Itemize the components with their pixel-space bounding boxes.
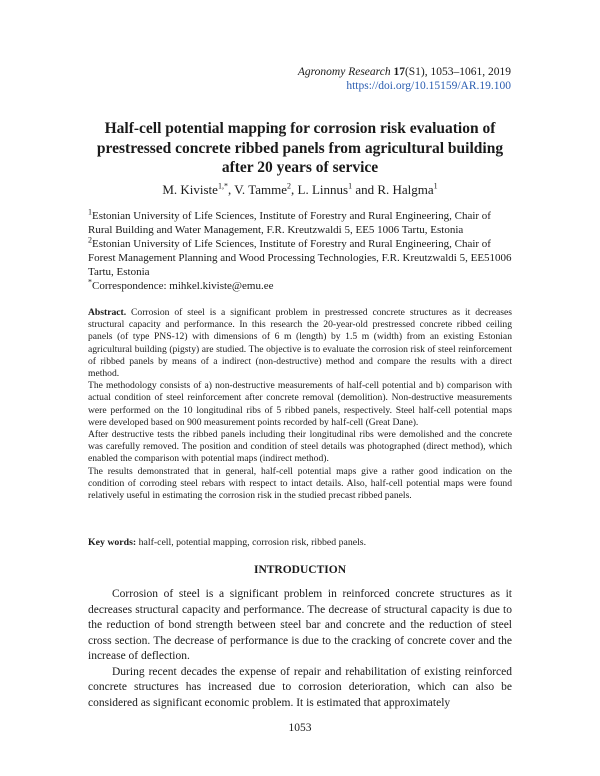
journal-volume: 17 (393, 66, 405, 78)
affiliation-mark: * (88, 277, 92, 287)
doi-link[interactable]: https://doi.org/10.15159/AR.19.100 (346, 80, 511, 92)
correspondence-text: Correspondence: mihkel.kiviste@emu.ee (92, 280, 274, 292)
abstract-paragraph: After destructive tests the ribbed panels including their longitudinal ribs were demolished and the concrete was carefully removed. The position and condition of steel details was photographed (direct method), which enabled the comparison with potential maps (indirect method). (88, 429, 512, 465)
keywords (88, 537, 512, 548)
keywords-label: Key words: (88, 537, 137, 548)
introduction-body (88, 587, 512, 711)
section-heading: INTRODUCTION (253, 564, 346, 576)
paper-title: Half-cell potential mapping for corrosion risk evaluation of prestressed concrete ribbed panels from agricultural building after 20 years of service (96, 120, 504, 176)
affiliation-mark: 2 (88, 235, 92, 245)
abstract-text: Corrosion of steel is a significant problem in prestressed concrete structures as it decreases structural capacity and performance. In this research the 20-year-old prestressed concrete ribbed ceiling panels (of type PNS-12) with dimensions of 6 m (length) by 1.5 m (width) from an existing Estonian agricultural building (pigsty) are studied. The objective is to evaluate the corrosion risk of steel reinforcement of ribbed panels by means of a indirect (non-destructive) method and compare the results with a direct method. (88, 307, 512, 380)
keywords-text: half-cell, potential mapping, corrosion risk, ribbed panels. (136, 537, 367, 548)
author-affiliation-mark: 1,* (217, 181, 228, 191)
affiliation-text: Estonian University of Life Sciences, Institute of Forestry and Rural Engineering, Chair of Rural Building and Water Management, F.R. Kreutzwaldi 5, EE5 1006 Tartu, Estonia (88, 210, 491, 236)
author-separator: , (291, 182, 298, 197)
correspondence (88, 279, 513, 293)
journal-issue: (S1), 1053–1061, 2019 (404, 66, 511, 78)
body-paragraph: During recent decades the expense of repair and rehabilitation of existing reinforced concrete structures has increased due to corrosion deterioration, which can also be considered as significant economic problem. It is estimated that approximately (88, 665, 512, 709)
author-list (90, 182, 510, 198)
author-separator: , (227, 182, 235, 197)
affiliation-text: Estonian University of Life Sciences, Institute of Forestry and Rural Engineering, Chair of Forest Management Planning and Wood Processing Technologies, F.R. Kreutzwaldi 5, EE51006 Tartu, Estonia (88, 238, 512, 278)
page-number: 1053 (288, 722, 312, 734)
abstract-paragraph: The results demonstrated that in general, half-cell potential maps give a rather good indication on the condition of corroding steel rebars with respect to intact details. Also, half-cell potential maps were found relatively useful in estimating the corrosion risk in the studied precast ribbed panels. (88, 465, 512, 502)
body-paragraph: Corrosion of steel is a significant problem in reinforced concrete structures as it decreases structural capacity and performance. The decrease of structural capacity is due to the reduction of bond strength between steel bar and concrete and the reduction of steel cross section. The decrease of performance is due to the cracking of concrete cover and the increase of deflection. (88, 588, 512, 662)
author-name: V. Tamme (234, 182, 287, 197)
abstract-paragraph (88, 307, 512, 380)
journal-header (298, 65, 511, 93)
abstract (88, 307, 512, 502)
author-affiliation-mark: 2 (287, 181, 291, 191)
author-separator: and (352, 182, 378, 197)
abstract-paragraph: The methodology consists of a) non-destructive measurements of half-cell potential and b) comparison with actual condition of steel reinforcement after concrete removal (demolition). Non-destructive measurements were performed on the 10 longitudinal ribs of 5 ribbed panels, respectively. Steel half-cell potential maps were developed based on 900 measurement points recorded by half-cell (Great Dane). (88, 380, 512, 428)
affiliation-item (88, 209, 513, 237)
author-affiliation-mark: 1 (348, 181, 353, 191)
affiliations (88, 209, 513, 293)
affiliation-item (88, 237, 513, 279)
author-name: R. Halgma (377, 182, 434, 197)
affiliation-mark: 1 (88, 207, 92, 217)
author-name: M. Kiviste (162, 182, 218, 197)
journal-citation (298, 65, 511, 79)
abstract-label: Abstract. (88, 307, 127, 318)
journal-name: Agronomy Research (297, 66, 391, 78)
author-name: L. Linnus (297, 182, 349, 197)
author-affiliation-mark: 1 (433, 181, 438, 191)
